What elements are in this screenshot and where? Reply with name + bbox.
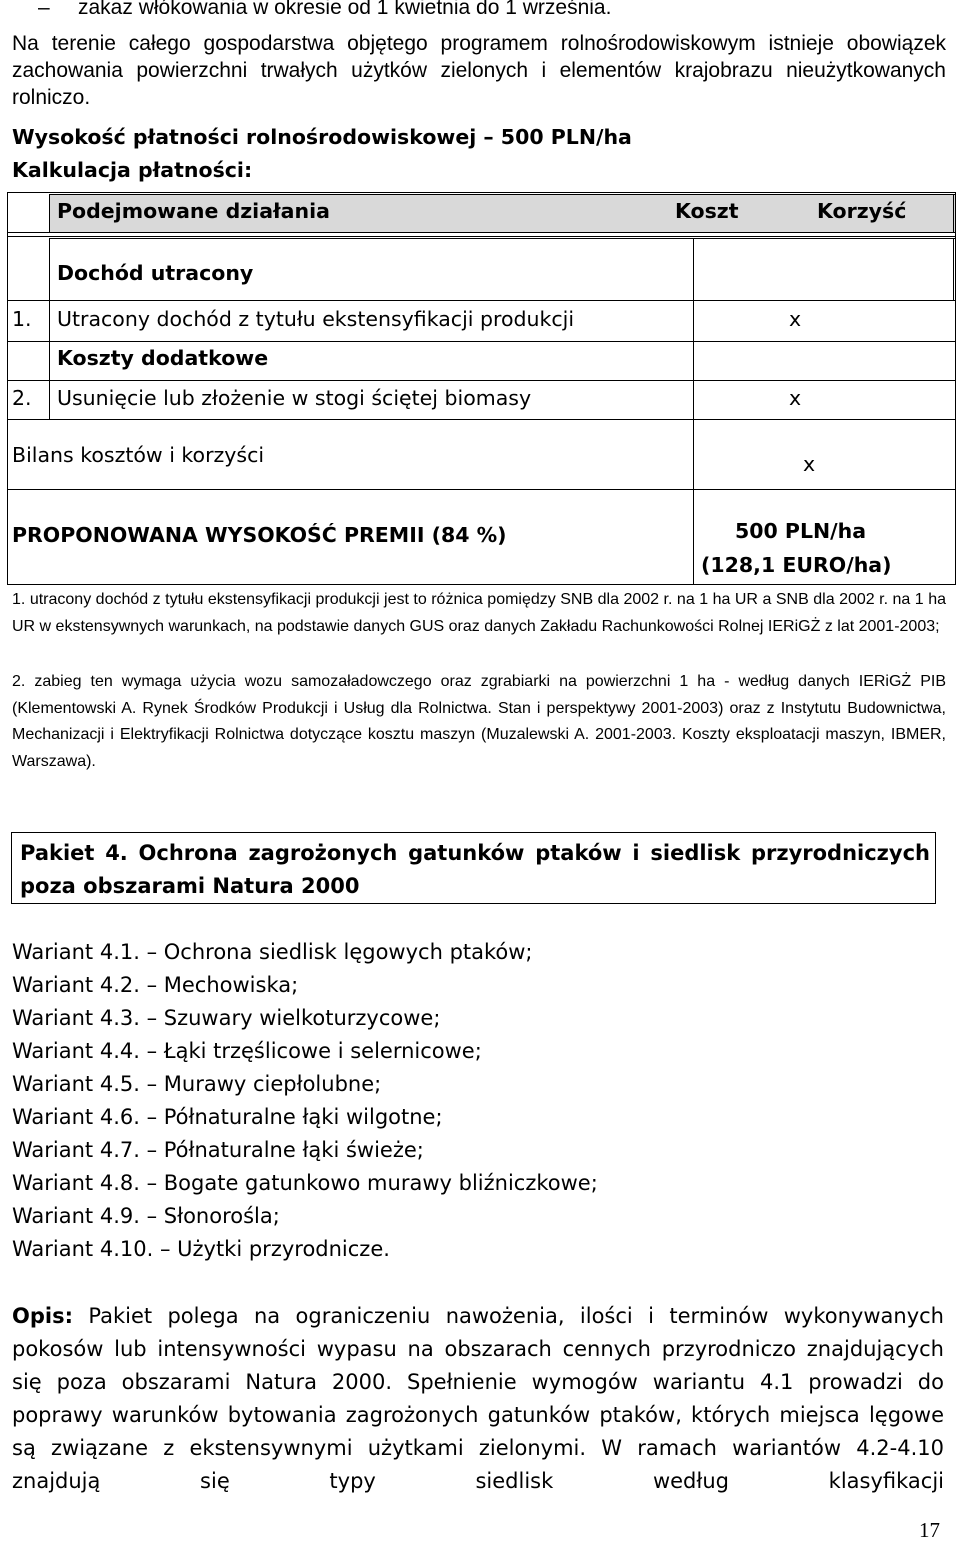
footnote-2: 2. zabieg ten wymaga użycia wozu samozaładowczego oraz zgrabiarki na powierzchni 1 ha - według danych IERiGŻ PIB (Klementowski A. Rynek Środków Produkcji i Usług dla Rolnictwa. Stan i perspektywy 2001-2003) oraz z Instytutu Budownictwa, Mechanizacji i Elektryfikacji Rolnictwa dotyczące kosztu maszyn (Muzalewski A. 2001-2003. Koszty eksploatacji maszyn, IBMER, Warszawa). (12, 673, 946, 770)
premium-value-pln: 500 PLN/ha (735, 519, 867, 543)
page-number: 17 (919, 1518, 940, 1542)
balance-mark: x (803, 452, 816, 476)
variant-item: Wariant 4.10. – Użytki przyrodnicze. (12, 1237, 390, 1261)
variant-item: Wariant 4.1. – Ochrona siedlisk lęgowych ptaków; (12, 940, 533, 964)
package-title: Pakiet 4. Ochrona zagrożonych gatunków ptaków i siedlisk przyrodniczych poza obszarami Natura 2000 (20, 841, 930, 898)
package-title-box (11, 832, 936, 904)
variant-item: Wariant 4.4. – Łąki trzęślicowe i selernicowe; (12, 1039, 482, 1063)
variant-item: Wariant 4.2. – Mechowiska; (12, 973, 299, 997)
variant-list (12, 936, 598, 1266)
intro-paragraph: Na terenie całego gospodarstwa objętego programem rolnośrodowiskowym istnieje obowiązek zachowania powierzchni trwałych użytków zielonych i elementów krajobrazu nieużytkowanych rolniczo. (12, 32, 946, 109)
description-label: Opis: (12, 1304, 73, 1328)
payment-heading: Wysokość płatności rolnośrodowiskowej – 500 PLN/ha (12, 125, 632, 149)
footnote-1: 1. utracony dochód z tytułu ekstensyfikacji produkcji jest to różnica pomiędzy SNB dla 2002 r. na 1 ha UR a SNB dla 2002 r. na 1 ha UR w ekstensywnych warunkach, na podstawie danych GUS oraz danych Zakładu Rachunkowości Rolnej IERiGŻ z lat 2001-2003; (12, 591, 946, 635)
top-list-item-text: zakaz włókowania w okresie od 1 kwietnia do 1 września. (78, 0, 612, 19)
top-list-item (38, 0, 611, 20)
variant-item: Wariant 4.6. – Półnaturalne łąki wilgotne; (12, 1105, 443, 1129)
description-paragraph (12, 1300, 944, 1498)
list-dash: – (38, 0, 50, 19)
header-cost: Koszt (675, 199, 739, 223)
variant-item: Wariant 4.5. – Murawy ciepłolubne; (12, 1072, 382, 1096)
row2-mark: x (789, 386, 802, 410)
calculation-table (7, 192, 956, 585)
variant-item: Wariant 4.3. – Szuwary wielkoturzycowe; (12, 1006, 441, 1030)
premium-label: PROPONOWANA WYSOKOŚĆ PREMII (84 %) (12, 523, 507, 547)
premium-value-euro: (128,1 EURO/ha) (701, 553, 892, 577)
section-lost-income: Dochód utracony (57, 261, 254, 285)
row1-mark: x (789, 307, 802, 331)
row1-label: Utracony dochód z tytułu ekstensyfikacji produkcji (57, 307, 575, 331)
row1-number: 1. (12, 307, 32, 331)
header-benefit: Korzyść (817, 199, 907, 223)
row2-number: 2. (12, 386, 32, 410)
balance-label: Bilans kosztów i korzyści (12, 443, 265, 467)
variant-item: Wariant 4.7. – Półnaturalne łąki świeże; (12, 1138, 424, 1162)
section-additional-costs: Koszty dodatkowe (57, 346, 269, 370)
row2-label: Usunięcie lub złożenie w stogi ściętej biomasy (57, 386, 532, 410)
calc-heading: Kalkulacja płatności: (12, 158, 253, 182)
variant-item: Wariant 4.8. – Bogate gatunkowo murawy bliźniczkowe; (12, 1171, 598, 1195)
description-text: Pakiet polega na ograniczeniu nawożenia, ilości i terminów wykonywanych pokosów lub intensywności wypasu na obszarach cennych przyrodniczo znajdujących się poza obszarami Natura 2000. Spełnienie wymogów wariantu 4.1 prowadzi do poprawy warunków bytowania zagrożonych gatunków ptaków, których miejsca lęgowe są związane z ekstensywnymi użytkami zielonymi. W ramach wariantów 4.2-4.10 znajdują się typy siedlisk według klasyfikacji (12, 1304, 944, 1493)
variant-item: Wariant 4.9. – Słonorośla; (12, 1204, 280, 1228)
header-actions: Podejmowane działania (57, 199, 330, 223)
